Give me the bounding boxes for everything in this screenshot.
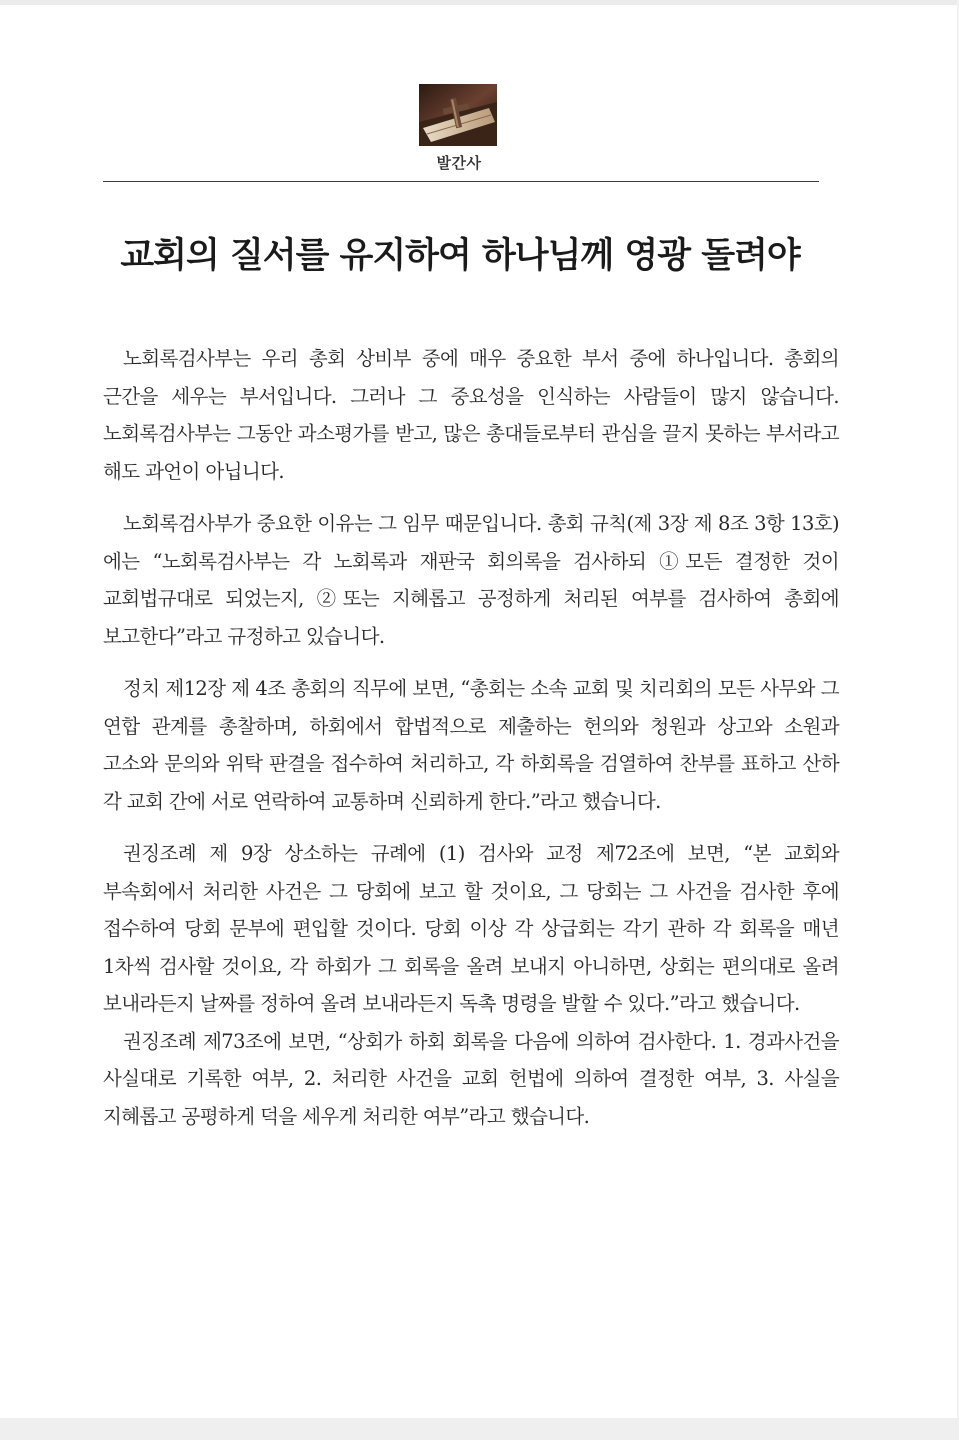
page-title: 교회의 질서를 유지하여 하나님께 영광 돌려야 — [120, 236, 800, 276]
paragraph-4: 권징조례 제 9장 상소하는 규례에 (1) 검사와 교정 제72조에 보면, “본 교회와 부속회에서 처리한 사건은 그 당회에 보고 할 것이요, 그 당회는 그 사건을 검사한 후에 접수하여 당회 문부에 편입할 것이다. 당회 이상 각 상급회는 각기 관하 각 회록을 매년 1차씩 검사할 것이요, 각 하회가 그 회록을 올려 보내지 아니하면, 상회는 편의대로 올려 보내라든지 날짜를 정하여 올려 보내라든지 독촉 명령을 발할 수 있다.”라고 했습니다. — [103, 842, 839, 1015]
paragraph-1: 노회록검사부는 우리 총회 상비부 중에 매우 중요한 부서 중에 하나입니다. 총회의 근간을 세우는 부서입니다. 그러나 그 중요성을 인식하는 사람들이 많지 않습니다. 노회록검사부는 그동안 과소평가를 받고, 많은 총대들로부터 관심을 끌지 못하는 부서라고 해도 과언이 아닙니다. — [103, 347, 839, 483]
top-edge — [0, 0, 959, 5]
paragraph-2: 노회록검사부가 중요한 이유는 그 임무 때문입니다. 총회 규칙(제 3장 제 8조 3항 13호)에는 “노회록검사부는 각 노회록과 재판국 회의록을 검사하되 ①모든 결정한 것이 교회법규대로 되었는지, ②또는 지혜롭고 공정하게 처리된 여부를 검사하여 총회에 보고한다”라고 규정하고 있습니다. — [103, 512, 839, 648]
cross-on-bible-photo-icon — [419, 84, 497, 146]
paragraph-3: 정치 제12장 제 4조 총회의 직무에 보면, “총회는 소속 교회 및 치리회의 모든 사무와 그 연합 관계를 총찰하며, 하회에서 합법적으로 제출하는 헌의와 청원과 상고와 소원과 고소와 문의와 위탁 판결을 접수하여 처리하고, 각 하회록을 검열하여 찬부를 표하고 산하 각 교회 간에 서로 연락하여 교통하며 신뢰하게 한다.”라고 했습니다. — [103, 677, 839, 813]
bottom-edge — [0, 1418, 959, 1440]
section-label: 발간사 — [436, 154, 482, 172]
header-divider — [103, 181, 819, 182]
paragraph-5: 권징조례 제73조에 보면, “상회가 하회 회록을 다음에 의하여 검사한다. 1. 경과사건을 사실대로 기록한 여부, 2. 처리한 사건을 교회 헌법에 의하여 결정한 여부, 3. 사실을 지혜롭고 공평하게 덕을 세우게 처리한 여부”라고 했습니다. — [103, 1029, 839, 1128]
article-body — [103, 340, 839, 1150]
